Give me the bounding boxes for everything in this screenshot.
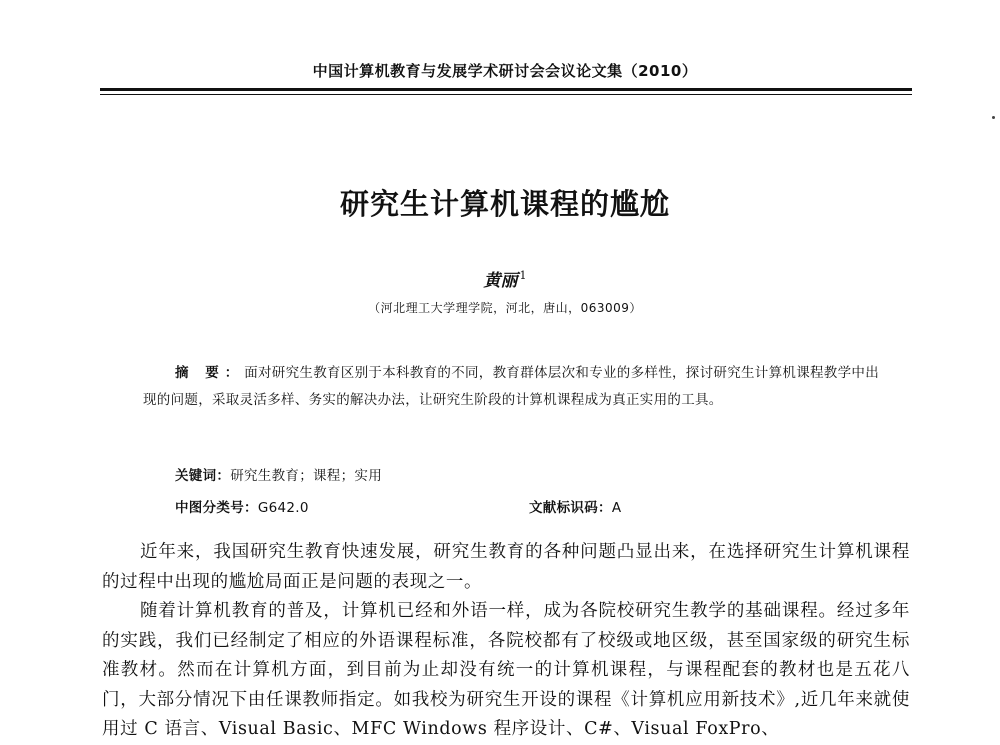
author-name: 黄丽 bbox=[483, 271, 518, 291]
document-id-label: 文献标识码： bbox=[529, 500, 612, 516]
running-header: 中国计算机教育与发展学术研讨会会议论文集（2010） bbox=[312, 62, 698, 80]
paper-title: 研究生计算机课程的尴尬 bbox=[339, 187, 670, 221]
abstract-text: 面对研究生教育区别于本科教育的不同，教育群体层次和专业的多样性，探讨研究生计算机课程教学中出现的问题，采取灵活多样、务实的解决办法，让研究生阶段的计算机课程成为真正实用的工具。 bbox=[143, 365, 880, 408]
author-affiliation: （河北理工大学理学院，河北，唐山，063009） bbox=[368, 301, 642, 315]
abstract-label: 摘 要： bbox=[175, 365, 245, 381]
author-line bbox=[100, 266, 910, 291]
scan-speck bbox=[992, 116, 995, 119]
document-id-value: A bbox=[611, 500, 622, 516]
keywords-text: 研究生教育；课程；实用 bbox=[230, 468, 383, 484]
body-paragraph: 随着计算机教育的普及，计算机已经和外语一样，成为各院校研究生教学的基础课程。经过多年的实践，我们已经制定了相应的外语课程标准，各院校都有了校级或地区级，甚至国家级的研究生标准教材。然而在计算机方面，到目前为止却没有统一的计算机课程，与课程配套的教材也是五花八门，大部分情况下由任课教师指定。如我校为研究生开设的课程《计算机应用新技术》,近几年来就使用过 C 语言、Visual Basic、MFC Windows 程序设计、C#、Visual FoxPro、 bbox=[102, 601, 910, 739]
body-text bbox=[102, 538, 910, 745]
classification-label: 中图分类号： bbox=[175, 500, 258, 516]
keywords bbox=[175, 464, 382, 484]
header-rule-thin bbox=[100, 94, 912, 95]
author-affiliation-mark: 1 bbox=[519, 269, 527, 282]
body-paragraph: 近年来，我国研究生教育快速发展，研究生教育的各种问题凸显出来，在选择研究生计算机课程的过程中出现的尴尬局面正是问题的表现之一。 bbox=[102, 542, 910, 592]
document-identifier bbox=[529, 496, 621, 516]
abstract bbox=[143, 360, 879, 414]
classification-number bbox=[175, 496, 309, 516]
classification-value: G642.0 bbox=[257, 500, 309, 516]
header-rule-thick bbox=[100, 88, 912, 91]
keywords-label: 关键词： bbox=[175, 468, 231, 484]
